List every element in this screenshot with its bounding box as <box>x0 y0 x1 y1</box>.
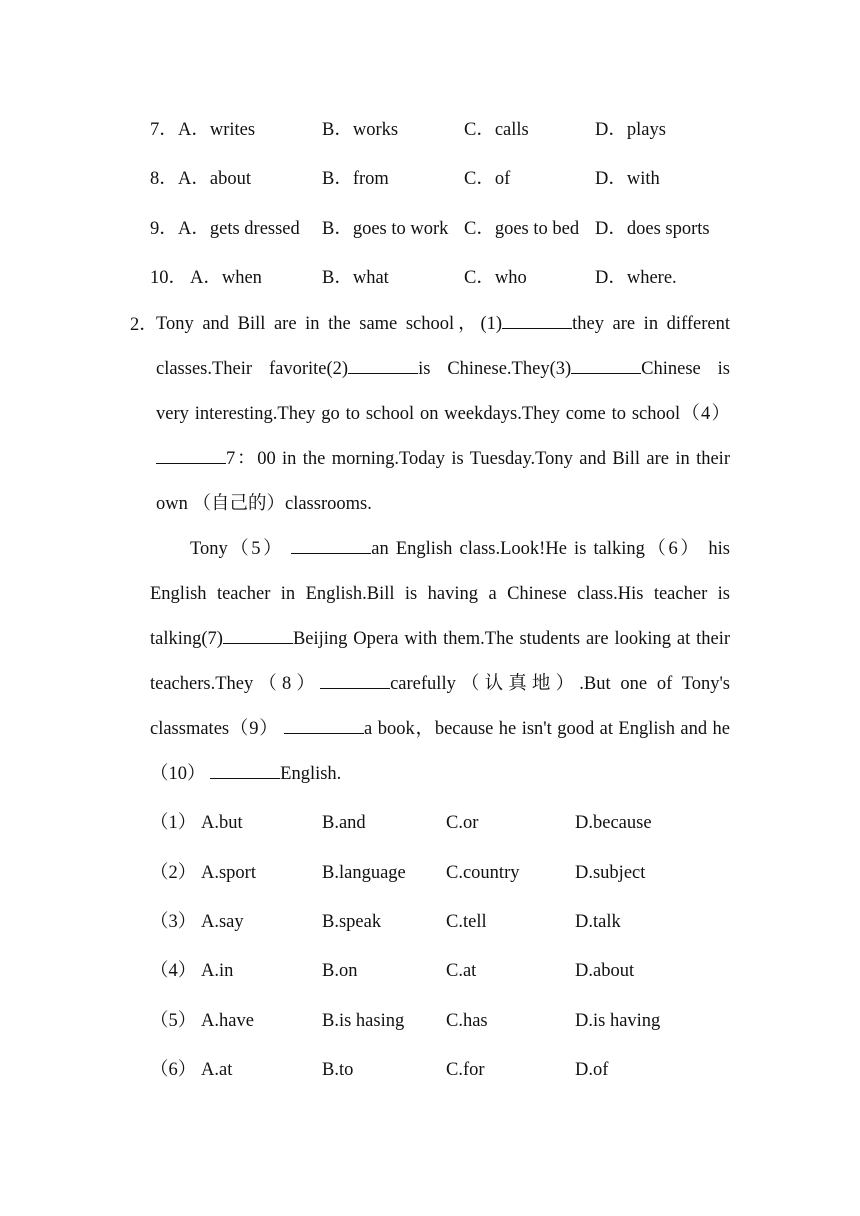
question-2-number: 2． <box>130 315 158 335</box>
option-b: B.on <box>322 961 358 981</box>
blank-9[interactable] <box>284 715 364 734</box>
passage-text: his English teacher in English.Bill is having a Chinese class.His teacher is talking(7) <box>150 539 730 649</box>
question-number: 10． <box>150 268 188 288</box>
option-c: C.tell <box>446 912 487 932</box>
blank-4[interactable] <box>156 445 226 464</box>
option-number: （2） <box>150 863 197 883</box>
option-c: C.at <box>446 961 477 981</box>
option-b: B．what <box>322 268 389 288</box>
blank-1[interactable] <box>502 310 572 329</box>
option-number: （6） <box>150 1060 197 1080</box>
option-d: D．with <box>595 169 660 189</box>
option-c: C．of <box>464 169 511 189</box>
option-number: （3） <box>150 912 197 932</box>
blank-5[interactable] <box>291 535 371 554</box>
option-number: （5） <box>150 1011 197 1031</box>
option-a: A.but <box>201 813 243 833</box>
option-b: B.speak <box>322 912 382 932</box>
option-d: D.about <box>575 961 635 981</box>
option-b: B.language <box>322 863 406 883</box>
blank-8[interactable] <box>320 670 390 689</box>
option-b: B．goes to work <box>322 219 449 239</box>
option-a: A.sport <box>201 863 256 883</box>
option-d: D．where. <box>595 268 677 288</box>
option-c: C.country <box>446 863 520 883</box>
question-number: 9． <box>150 219 178 239</box>
passage-text: an English class.Look!He is talking（6） <box>371 539 702 559</box>
option-d: D.of <box>575 1060 609 1080</box>
option-number: （1） <box>150 813 197 833</box>
passage-text: English. <box>280 764 342 784</box>
option-b: B．from <box>322 169 389 189</box>
option-d: D.subject <box>575 863 646 883</box>
passage-text: Tony and Bill are in the same school，(1) <box>156 314 503 334</box>
blank-10[interactable] <box>210 760 280 779</box>
blank-7[interactable] <box>223 625 293 644</box>
blank-2[interactable] <box>348 355 418 374</box>
option-a: A.say <box>201 912 244 932</box>
passage-text: is Chinese.They(3) <box>418 359 572 379</box>
question-number: 7． <box>150 120 178 140</box>
option-c: C．goes to bed <box>464 219 580 239</box>
option-c: C．who <box>464 268 527 288</box>
option-a: A.at <box>201 1060 233 1080</box>
passage-paragraph-1 <box>150 302 730 527</box>
passage-text: Chinese is very interesting.They go to school on weekdays.They come to school（4） <box>156 359 730 424</box>
option-a: A.in <box>201 961 234 981</box>
passage-text: Beijing Opera with them.The students are looking at their teachers.They（8） <box>150 629 730 694</box>
option-b: B．works <box>322 120 399 140</box>
option-b: B.is hasing <box>322 1011 405 1031</box>
option-a: A．writes <box>178 120 256 140</box>
option-d: D.because <box>575 813 652 833</box>
option-a: A.have <box>201 1011 254 1031</box>
passage-text: they are in different classes.Their favorite(2) <box>156 314 730 379</box>
option-c: C．calls <box>464 120 529 140</box>
option-d: D．plays <box>595 120 666 140</box>
option-d: D.is having <box>575 1011 661 1031</box>
option-c: C.or <box>446 813 479 833</box>
passage-paragraph-2 <box>150 527 730 797</box>
option-b: B.to <box>322 1060 354 1080</box>
option-b: B.and <box>322 813 366 833</box>
option-a: A．gets dressed <box>178 219 300 239</box>
passage-text: Tony（5） <box>190 539 285 559</box>
question-number: 8． <box>150 169 178 189</box>
option-d: D．does sports <box>595 219 710 239</box>
blank-3[interactable] <box>571 355 641 374</box>
option-c: C.for <box>446 1060 485 1080</box>
option-a: A．when <box>190 268 262 288</box>
passage-text: a book，because he isn't good at English and he（10） <box>150 719 730 784</box>
passage-text: 7：00 in the morning.Today is Tuesday.Tony and Bill are in their own （自己的）classrooms. <box>156 449 730 514</box>
option-a: A．about <box>178 169 251 189</box>
option-d: D.talk <box>575 912 621 932</box>
passage-text: carefully（认真地）.But one of Tony's classmates（9） <box>150 674 731 739</box>
option-c: C.has <box>446 1011 488 1031</box>
option-number: （4） <box>150 961 197 981</box>
